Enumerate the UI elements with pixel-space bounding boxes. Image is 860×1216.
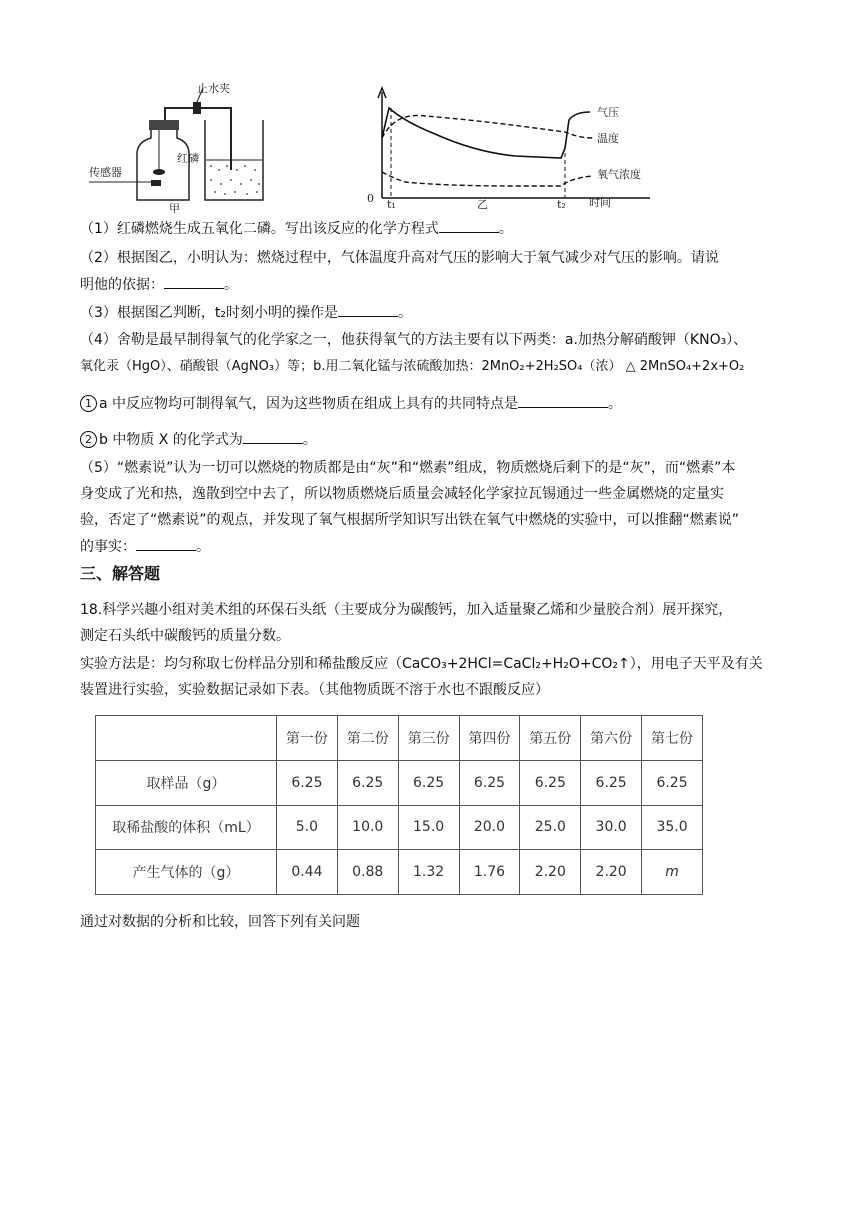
table-row bbox=[96, 760, 703, 805]
table-cell: 产生气体的（g） bbox=[96, 850, 277, 895]
table-cell: 1.76 bbox=[459, 850, 520, 895]
table-cell: 1.32 bbox=[398, 850, 459, 895]
sensor-label: 传感器 bbox=[89, 166, 122, 179]
temperature-label: 温度 bbox=[597, 132, 619, 145]
question-2-line1: （2）根据图乙，小明认为：燃烧过程中，气体温度升高对气压的影响大于氧气减少对气压的影响。请说 bbox=[80, 250, 719, 266]
table-header-cell: 第四份 bbox=[459, 716, 520, 761]
circled-number: 1 bbox=[80, 395, 97, 412]
answer-blank[interactable] bbox=[164, 274, 224, 289]
table-cell: 25.0 bbox=[520, 805, 581, 850]
table-cell: 6.25 bbox=[337, 760, 398, 805]
figure-caption-jia: 甲 bbox=[169, 202, 180, 215]
q18-line2: 测定石头纸中碳酸钙的质量分数。 bbox=[80, 628, 290, 644]
table-cell: 6.25 bbox=[581, 760, 642, 805]
table-cell: 6.25 bbox=[277, 760, 338, 805]
table-cell: 取稀盐酸的体积（mL） bbox=[96, 805, 277, 850]
curve-figure bbox=[365, 82, 675, 210]
table-cell: 30.0 bbox=[581, 805, 642, 850]
table-cell: 6.25 bbox=[398, 760, 459, 805]
table-cell: 6.25 bbox=[459, 760, 520, 805]
question-5-line2: 身变成了光和热，逸散到空中去了，所以物质燃烧后质量会减轻化学家拉瓦锡通过一些金属燃烧的定量实 bbox=[80, 486, 724, 502]
answer-blank[interactable] bbox=[243, 429, 303, 444]
table-row bbox=[96, 805, 703, 850]
water-clamp bbox=[193, 102, 201, 114]
sensor bbox=[151, 180, 161, 186]
table-header-row bbox=[96, 716, 703, 761]
t2-label: t₂ bbox=[557, 198, 566, 210]
question-1: （1）红磷燃烧生成五氧化二磷。写出该反应的化学方程式 。 bbox=[80, 218, 800, 239]
q18-line1: 18.科学兴趣小组对美术组的环保石头纸（主要成分为碳酸钙，加入适量聚乙烯和少量胶合剂）展开探究， bbox=[80, 602, 733, 618]
answer-blank[interactable] bbox=[518, 393, 608, 408]
stopper bbox=[149, 120, 179, 130]
clamp-label: 止水夹 bbox=[197, 82, 230, 95]
table-header-cell: 第七份 bbox=[642, 716, 703, 761]
q18-line4: 装置进行实验，实验数据记录如下表。（其他物质既不溶于水也不跟酸反应） bbox=[80, 682, 549, 698]
table-cell: 取样品（g） bbox=[96, 760, 277, 805]
figure-caption-yi: 乙 bbox=[477, 198, 488, 210]
table-cell: 6.25 bbox=[520, 760, 581, 805]
table-header-cell: 第五份 bbox=[520, 716, 581, 761]
question-5-line4: 的事实： 。 bbox=[80, 536, 800, 557]
table-row bbox=[96, 850, 703, 895]
table-cell: 10.0 bbox=[337, 805, 398, 850]
question-4-line2: 氧化汞（HgO）、硝酸银（AgNO₃）等；b.用二氧化锰与浓硫酸加热：2MnO₂+2H₂SO₄（浓） △ 2MnSO₄+2x+O₂ bbox=[80, 359, 745, 374]
table-cell: 15.0 bbox=[398, 805, 459, 850]
circled-number: 2 bbox=[80, 431, 97, 448]
water-dots bbox=[210, 165, 260, 195]
oxygen-label: 氧气浓度 bbox=[597, 168, 641, 181]
experiment-data-table bbox=[95, 715, 703, 895]
question-2-line2: 明他的依据： 。 bbox=[80, 274, 800, 295]
table-cell: 35.0 bbox=[642, 805, 703, 850]
answer-blank[interactable] bbox=[136, 536, 196, 551]
question-5-line1: （5）“燃素说”认为一切可以燃烧的物质都是由“灰”和“燃素”组成，物质燃烧后剩下的是“灰”，而“燃素”本 bbox=[80, 460, 736, 476]
question-4-sub1: 1 a 中反应物均可制得氧气，因为这些物质在组成上具有的共同特点是 。 bbox=[80, 393, 800, 414]
table-header-cell: 第三份 bbox=[398, 716, 459, 761]
table-header-cell bbox=[96, 716, 277, 761]
table-cell: 2.20 bbox=[520, 850, 581, 895]
answer-blank[interactable] bbox=[439, 218, 499, 233]
t1-label: t₁ bbox=[387, 198, 396, 210]
section-title: 三、解答题 bbox=[80, 564, 161, 583]
question-4-line1: （4）舍勒是最早制得氧气的化学家之一，他获得氧气的方法主要有以下两类：a.加热分解硝酸钾（KNO₃）、 bbox=[80, 332, 748, 348]
q18-after-table: 通过对数据的分析和比较，回答下列有关问题 bbox=[80, 914, 360, 930]
table-cell: 0.88 bbox=[337, 850, 398, 895]
question-4-sub2: 2 b 中物质 X 的化学式为 。 bbox=[80, 429, 800, 450]
table-cell: 20.0 bbox=[459, 805, 520, 850]
table-cell: 5.0 bbox=[277, 805, 338, 850]
table-cell: 2.20 bbox=[581, 850, 642, 895]
question-3: （3）根据图乙判断，t₂时刻小明的操作是 。 bbox=[80, 302, 800, 323]
oxygen-curve bbox=[382, 172, 593, 186]
table-cell: 0.44 bbox=[277, 850, 338, 895]
question-5-line3: 验，否定了“燃素说”的观点，并发现了氧气根据所学知识写出铁在氧气中燃烧的实验中，可以推翻“燃素说” bbox=[80, 512, 740, 528]
table-header-cell: 第一份 bbox=[277, 716, 338, 761]
table-header-cell: 第二份 bbox=[337, 716, 398, 761]
table-header-cell: 第六份 bbox=[581, 716, 642, 761]
pressure-label: 气压 bbox=[597, 106, 619, 119]
apparatus-figure bbox=[85, 80, 275, 215]
table-cell: m bbox=[642, 850, 703, 895]
temperature-curve bbox=[382, 115, 593, 138]
q18-line3: 实验方法是：均匀称取七份样品分别和稀盐酸反应（CaCO₃+2HCl=CaCl₂+H₂O+CO₂↑），用电子天平及有关 bbox=[80, 656, 763, 672]
phosphorus-label: 红磷 bbox=[177, 152, 199, 165]
table-cell: 6.25 bbox=[642, 760, 703, 805]
origin-label: 0 bbox=[367, 192, 374, 205]
time-label: 时间 bbox=[589, 196, 611, 209]
answer-blank[interactable] bbox=[338, 302, 398, 317]
